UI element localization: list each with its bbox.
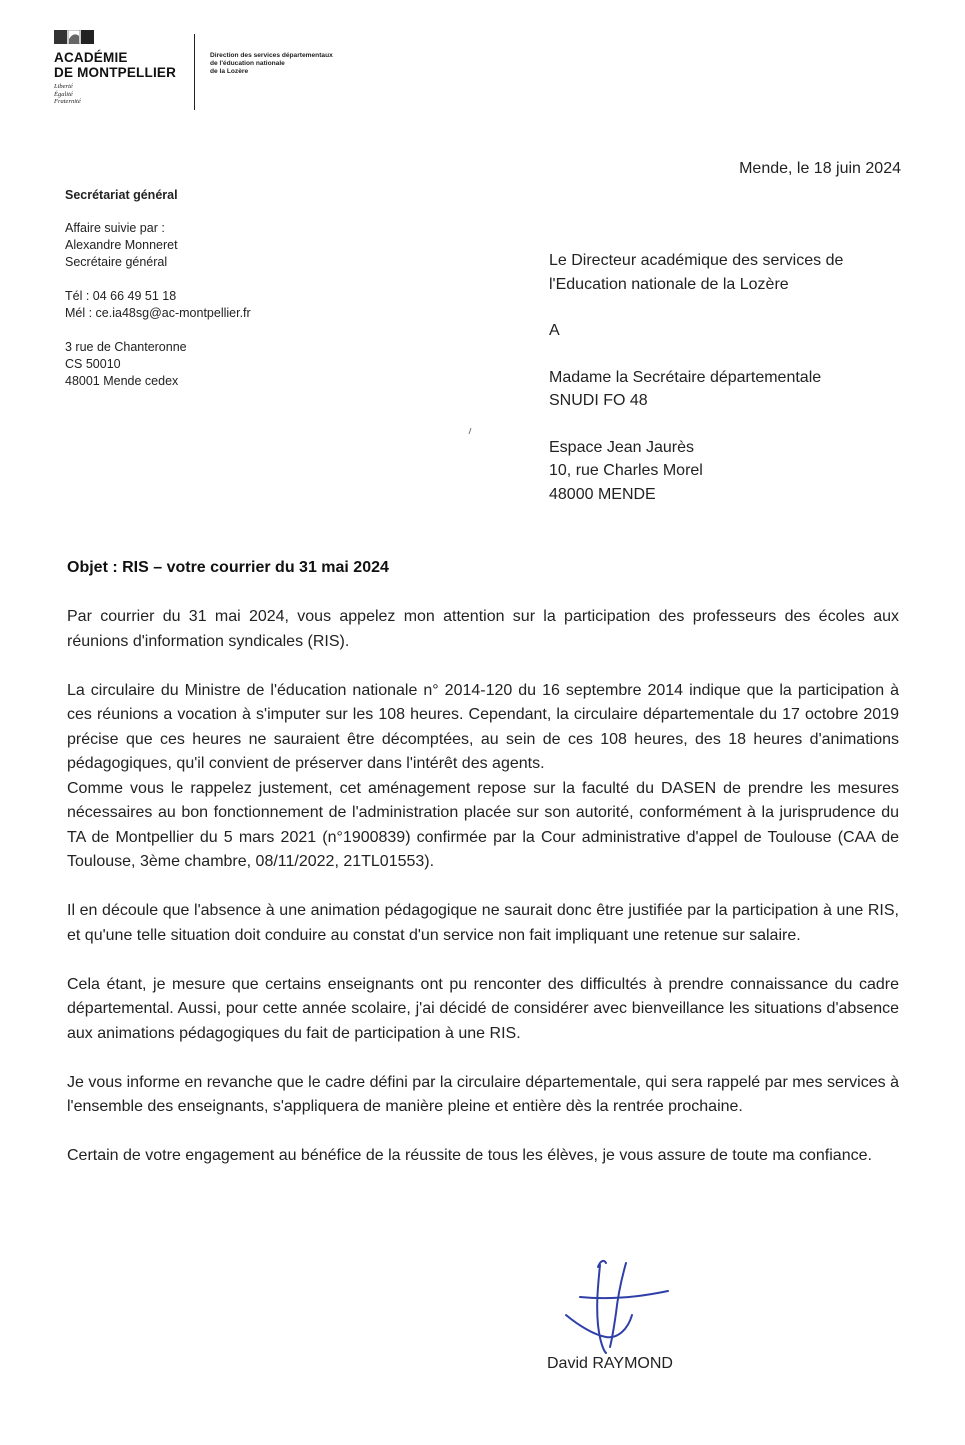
paragraph-4: Il en découle que l'absence à une animation pédagogique ne saurait donc être justifiée par la participation à une RIS, et qu'une telle situation doit conduire au constat d'un service non fait impliquant une retenue sur salaire. xyxy=(67,902,899,944)
paragraph-2: La circulaire du Ministre de l'éducation nationale n° 2014-120 du 16 septembre 2014 indique que la participation à ces réunions a vocation à s'imputer sur les 108 heures. Cependant, la circulaire départementale du 17 octobre 2019 précise que ces heures ne sauraient être décomptées, au sein de ces 108 heures, des 18 heures d'animations pédagogiques, qu'il convient de préserver dans l'intérêt des agents. xyxy=(67,681,899,772)
from-line-2: l'Education nationale de la Lozère xyxy=(549,275,789,293)
sender-service: Secrétariat général xyxy=(65,188,178,202)
academie-line-1: ACADÉMIE xyxy=(54,50,128,65)
motto-fraternite: Fraternité xyxy=(54,98,81,105)
letter-body xyxy=(67,605,899,1193)
sender-info xyxy=(65,187,325,407)
letter-date: Mende, le 18 juin 2024 xyxy=(739,160,901,177)
letter-from xyxy=(549,249,929,296)
motto-egalite: Égalité xyxy=(54,90,73,98)
recipient-address xyxy=(549,436,929,507)
paragraph-7: Certain de votre engagement au bénéfice de la réussite de tous les élèves, je vous assure de toute ma confiance. xyxy=(67,1147,872,1164)
recipient-address-line-2: 10, rue Charles Morel xyxy=(549,462,703,479)
handwritten-signature xyxy=(560,1255,680,1355)
affaire-label: Affaire suivie par : xyxy=(65,221,165,235)
sender-address-line-1: 3 rue de Chanteronne xyxy=(65,340,187,354)
affaire-role: Secrétaire général xyxy=(65,255,168,269)
recipient-address-line-3: 48000 MENDE xyxy=(549,485,656,503)
direction-line-3: de la Lozère xyxy=(210,68,249,75)
recipient-block xyxy=(549,249,929,529)
to-line-2: SNUDI FO 48 xyxy=(549,392,648,409)
academie-line-2: DE MONTPELLIER xyxy=(54,65,177,80)
from-line-1: Le Directeur académique des services de xyxy=(549,252,844,269)
republic-motto xyxy=(54,83,81,106)
sender-address xyxy=(65,339,325,390)
logo-divider xyxy=(194,34,195,110)
paragraph-3: Comme vous le rappelez justement, cet aménagement repose sur la faculté du DASEN de prendre les mesures nécessaires au bon fonctionnement de l'administration placée sur son autorité, conformément à la jurisprudence du TA de Montpellier du 5 mars 2021 (n°1900839) confirmée par la Cour administrative d'appel de Toulouse (CAA de Toulouse, 3ème chambre, 08/11/2022, 21TL01553). xyxy=(67,779,899,870)
signer-name: David RAYMOND xyxy=(547,1355,673,1372)
marianne-logo-icon xyxy=(54,30,94,44)
sender-address-line-3: 48001 Mende cedex xyxy=(65,374,179,388)
direction-line-1: Direction des services départementaux xyxy=(210,52,333,59)
letter-to xyxy=(549,366,929,413)
paragraph-1: Par courrier du 31 mai 2024, vous appelez mon attention sur la participation des professeurs des écoles aux réunions d'information syndicales (RIS). xyxy=(67,608,899,650)
recipient-address-line-1: Espace Jean Jaurès xyxy=(549,438,694,456)
affaire-name: Alexandre Monneret xyxy=(65,238,178,252)
sender-contact xyxy=(65,288,325,322)
academy-logo xyxy=(52,30,372,114)
affaire-suivie xyxy=(65,220,325,271)
paragraph-5: Cela étant, je mesure que certains enseignants ont pu renconter des difficultés à prendre connaissance du cadre départemental. Aussi, pour cette année scolaire, j'ai décidé de considérer avec bienveillance les situations d'absence aux animations pédagogiques du fait de participation à une RIS. xyxy=(67,975,899,1042)
sender-email: Mél : ce.ia48sg@ac-montpellier.fr xyxy=(65,306,251,320)
direction-name xyxy=(210,52,380,76)
academie-name xyxy=(54,50,176,80)
motto-liberte: Liberté xyxy=(54,83,73,90)
sender-address-line-2: CS 50010 xyxy=(65,357,121,371)
sender-phone: Tél : 04 66 49 51 18 xyxy=(65,289,177,303)
to-line-1: Madame la Secrétaire départementale xyxy=(549,368,822,386)
stray-mark xyxy=(468,428,472,434)
letter-object: Objet : RIS – votre courrier du 31 mai 2024 xyxy=(67,559,389,576)
to-word: A xyxy=(549,322,560,339)
direction-line-2: de l'éducation nationale xyxy=(210,60,285,67)
paragraph-6: Je vous informe en revanche que le cadre défini par la circulaire départementale, qui sera rappelé par mes services à l'ensemble des enseignants, s'appliquera de manière pleine et entière dès la rentrée prochaine. xyxy=(67,1073,899,1115)
